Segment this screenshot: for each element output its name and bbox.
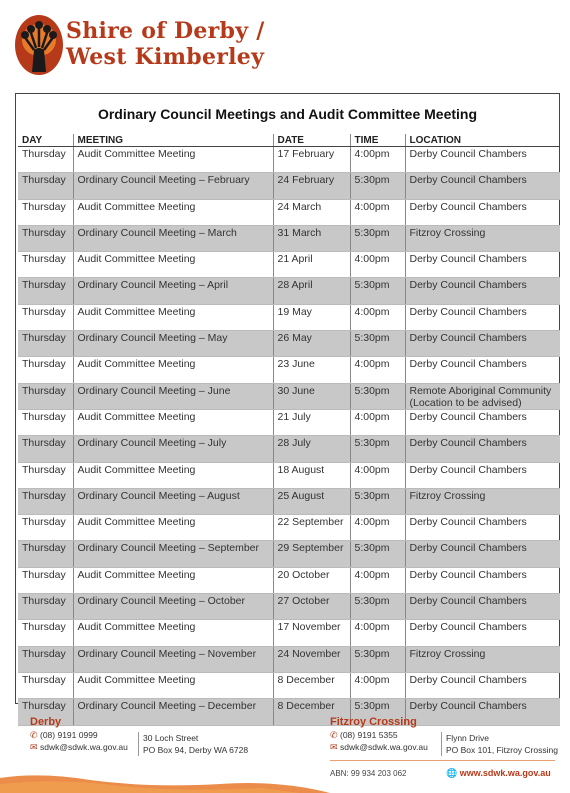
table-row (18, 225, 560, 251)
cell-time: 5:30pm (350, 331, 405, 357)
cell-date: 8 December (273, 699, 350, 725)
footer-derby-phone: (08) 9191 0999 (40, 730, 98, 740)
cell-date: 24 March (273, 199, 350, 225)
cell-day: Thursday (18, 646, 73, 672)
cell-date: 28 July (273, 436, 350, 462)
column-header-date: DATE (273, 134, 350, 147)
org-name-line1: Shire of Derby / (66, 18, 265, 44)
cell-day: Thursday (18, 672, 73, 698)
phone-icon: ✆ (30, 730, 38, 740)
cell-meeting: Ordinary Council Meeting – March (73, 225, 273, 251)
table-row (18, 383, 560, 409)
cell-day: Thursday (18, 541, 73, 567)
cell-location: Derby Council Chambers (405, 357, 560, 383)
cell-date: 24 February (273, 173, 350, 199)
footer-divider (330, 760, 555, 761)
cell-meeting: Audit Committee Meeting (73, 357, 273, 383)
cell-location: Derby Council Chambers (405, 672, 560, 698)
cell-location: Derby Council Chambers (405, 252, 560, 278)
cell-meeting: Ordinary Council Meeting – May (73, 331, 273, 357)
cell-time: 4:00pm (350, 567, 405, 593)
table-row (18, 357, 560, 383)
cell-location: Derby Council Chambers (405, 199, 560, 225)
footer-derby-contact (30, 716, 128, 753)
cell-meeting: Ordinary Council Meeting – February (73, 173, 273, 199)
table-row (18, 331, 560, 357)
table-header-row (18, 134, 560, 147)
table-row (18, 515, 560, 541)
cell-day: Thursday (18, 699, 73, 725)
table-row (18, 173, 560, 199)
cell-location: Derby Council Chambers (405, 541, 560, 567)
cell-day: Thursday (18, 331, 73, 357)
footer (0, 712, 570, 793)
column-header-meeting: MEETING (73, 134, 273, 147)
footer-derby-address (138, 732, 248, 756)
cell-day: Thursday (18, 252, 73, 278)
table-row (18, 278, 560, 304)
table-row (18, 488, 560, 514)
cell-date: 17 February (273, 147, 350, 173)
cell-meeting: Audit Committee Meeting (73, 672, 273, 698)
cell-date: 29 September (273, 541, 350, 567)
cell-day: Thursday (18, 199, 73, 225)
cell-day: Thursday (18, 436, 73, 462)
cell-date: 30 June (273, 383, 350, 409)
table-row (18, 594, 560, 620)
cell-location: Derby Council Chambers (405, 620, 560, 646)
cell-time: 5:30pm (350, 436, 405, 462)
cell-date: 27 October (273, 594, 350, 620)
cell-day: Thursday (18, 620, 73, 646)
meeting-schedule-table (18, 134, 560, 726)
cell-location: Remote Aboriginal Community (Location to be advised) (405, 383, 560, 409)
footer-derby-street: 30 Loch Street (143, 733, 199, 743)
letterhead (14, 14, 334, 78)
envelope-icon: ✉ (330, 742, 338, 752)
footer-fitzroy-contact (330, 716, 428, 753)
organisation-name (66, 18, 265, 70)
cell-location: Derby Council Chambers (405, 278, 560, 304)
table-row (18, 436, 560, 462)
cell-day: Thursday (18, 488, 73, 514)
footer-fitzroy-address (441, 732, 558, 756)
table-row (18, 620, 560, 646)
cell-date: 28 April (273, 278, 350, 304)
cell-meeting: Ordinary Council Meeting – October (73, 594, 273, 620)
cell-location: Derby Council Chambers (405, 462, 560, 488)
cell-day: Thursday (18, 462, 73, 488)
cell-time: 4:00pm (350, 462, 405, 488)
cell-day: Thursday (18, 383, 73, 409)
cell-date: 23 June (273, 357, 350, 383)
table-row (18, 409, 560, 435)
cell-time: 5:30pm (350, 699, 405, 725)
cell-location: Derby Council Chambers (405, 436, 560, 462)
cell-location: Derby Council Chambers (405, 409, 560, 435)
meeting-schedule-panel (15, 93, 560, 713)
cell-location: Derby Council Chambers (405, 173, 560, 199)
cell-location: Derby Council Chambers (405, 147, 560, 173)
cell-meeting: Ordinary Council Meeting – July (73, 436, 273, 462)
cell-day: Thursday (18, 147, 73, 173)
cell-meeting: Ordinary Council Meeting – December (73, 699, 273, 725)
cell-date: 19 May (273, 304, 350, 330)
footer-website[interactable] (446, 768, 551, 779)
cell-time: 5:30pm (350, 646, 405, 672)
cell-date: 8 December (273, 672, 350, 698)
footer-town-derby: Derby (30, 716, 62, 728)
footer-fitzroy-postal: PO Box 101, Fitzroy Crossing (446, 745, 558, 755)
cell-time: 4:00pm (350, 409, 405, 435)
cell-time: 5:30pm (350, 278, 405, 304)
footer-fitzroy-phone: (08) 9191 5355 (340, 730, 398, 740)
column-header-day: DAY (18, 134, 73, 147)
cell-time: 5:30pm (350, 173, 405, 199)
cell-meeting: Ordinary Council Meeting – April (73, 278, 273, 304)
cell-time: 5:30pm (350, 383, 405, 409)
table-row (18, 672, 560, 698)
footer-town-fitzroy: Fitzroy Crossing (330, 716, 417, 728)
cell-time: 4:00pm (350, 199, 405, 225)
cell-time: 4:00pm (350, 515, 405, 541)
table-row (18, 304, 560, 330)
cell-time: 4:00pm (350, 672, 405, 698)
table-row (18, 147, 560, 173)
cell-date: 26 May (273, 331, 350, 357)
cell-meeting: Ordinary Council Meeting – June (73, 383, 273, 409)
cell-meeting: Audit Committee Meeting (73, 304, 273, 330)
cell-date: 25 August (273, 488, 350, 514)
footer-website-link[interactable]: www.sdwk.wa.gov.au (459, 768, 551, 778)
cell-day: Thursday (18, 594, 73, 620)
cell-date: 17 November (273, 620, 350, 646)
cell-date: 22 September (273, 515, 350, 541)
cell-meeting: Audit Committee Meeting (73, 462, 273, 488)
cell-time: 4:00pm (350, 620, 405, 646)
cell-day: Thursday (18, 304, 73, 330)
cell-date: 31 March (273, 225, 350, 251)
cell-location: Fitzroy Crossing (405, 225, 560, 251)
cell-location: Derby Council Chambers (405, 567, 560, 593)
org-name-line2: West Kimberley (66, 44, 265, 70)
cell-date: 24 November (273, 646, 350, 672)
table-row (18, 462, 560, 488)
cell-date: 18 August (273, 462, 350, 488)
cell-time: 5:30pm (350, 594, 405, 620)
cell-location: Fitzroy Crossing (405, 488, 560, 514)
boab-tree-logo (14, 14, 64, 76)
cell-location: Derby Council Chambers (405, 331, 560, 357)
document-title: Ordinary Council Meetings and Audit Committee Meeting (97, 106, 478, 122)
cell-day: Thursday (18, 278, 73, 304)
globe-icon: 🌐 (446, 768, 458, 778)
cell-meeting: Audit Committee Meeting (73, 252, 273, 278)
cell-time: 5:30pm (350, 541, 405, 567)
cell-time: 4:00pm (350, 304, 405, 330)
table-body (18, 147, 560, 726)
footer-derby-postal: PO Box 94, Derby WA 6728 (143, 745, 249, 755)
cell-date: 21 April (273, 252, 350, 278)
table-row (18, 646, 560, 672)
cell-meeting: Ordinary Council Meeting – August (73, 488, 273, 514)
cell-meeting: Ordinary Council Meeting – September (73, 541, 273, 567)
cell-time: 4:00pm (350, 252, 405, 278)
cell-meeting: Audit Committee Meeting (73, 620, 273, 646)
cell-meeting: Audit Committee Meeting (73, 515, 273, 541)
cell-day: Thursday (18, 357, 73, 383)
cell-time: 4:00pm (350, 147, 405, 173)
table-row (18, 567, 560, 593)
cell-day: Thursday (18, 515, 73, 541)
envelope-icon: ✉ (30, 742, 38, 752)
cell-location: Derby Council Chambers (405, 515, 560, 541)
cell-time: 5:30pm (350, 488, 405, 514)
cell-location: Fitzroy Crossing (405, 646, 560, 672)
cell-location: Derby Council Chambers (405, 594, 560, 620)
column-header-time: TIME (350, 134, 405, 147)
cell-date: 20 October (273, 567, 350, 593)
column-header-location: LOCATION (405, 134, 560, 147)
cell-meeting: Audit Committee Meeting (73, 147, 273, 173)
cell-meeting: Ordinary Council Meeting – November (73, 646, 273, 672)
cell-day: Thursday (18, 225, 73, 251)
cell-day: Thursday (18, 409, 73, 435)
footer-fitzroy-email[interactable]: sdwk@sdwk.wa.gov.au (340, 742, 428, 752)
footer-derby-email[interactable]: sdwk@sdwk.wa.gov.au (40, 742, 128, 752)
footer-abn: ABN: 99 934 203 062 (330, 769, 407, 778)
cell-day: Thursday (18, 567, 73, 593)
cell-location: Derby Council Chambers (405, 304, 560, 330)
table-row (18, 252, 560, 278)
footer-fitzroy-street: Flynn Drive (446, 733, 489, 743)
cell-time: 4:00pm (350, 357, 405, 383)
cell-location: Derby Council Chambers (405, 699, 560, 725)
table-row (18, 541, 560, 567)
cell-meeting: Audit Committee Meeting (73, 199, 273, 225)
table-row (18, 199, 560, 225)
cell-meeting: Audit Committee Meeting (73, 409, 273, 435)
cell-date: 21 July (273, 409, 350, 435)
cell-meeting: Audit Committee Meeting (73, 567, 273, 593)
cell-time: 5:30pm (350, 225, 405, 251)
cell-day: Thursday (18, 173, 73, 199)
decorative-flame-banner (0, 772, 330, 793)
phone-icon: ✆ (330, 730, 338, 740)
